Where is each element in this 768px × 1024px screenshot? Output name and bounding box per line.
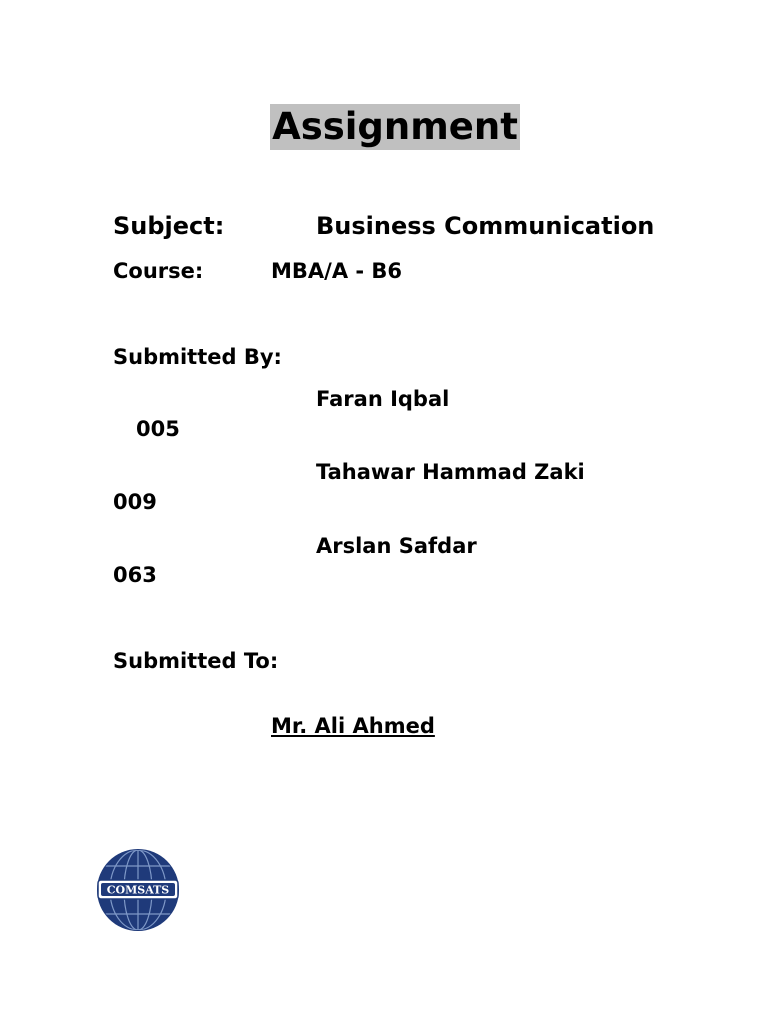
student-name: Tahawar Hammad Zaki (316, 460, 585, 484)
page-title: Assignment (270, 104, 520, 150)
supervisor-name: Mr. Ali Ahmed (271, 714, 435, 738)
subject-label: Subject: (113, 212, 225, 240)
comsats-logo (96, 848, 180, 932)
subject-value: Business Communication (316, 212, 655, 240)
student-roll: 005 (136, 417, 180, 441)
student-name: Faran Iqbal (316, 387, 450, 411)
student-name: Arslan Safdar (316, 534, 477, 558)
submitted-by-label: Submitted By: (113, 345, 282, 369)
course-value: MBA/A - B6 (271, 259, 403, 283)
student-roll: 009 (113, 490, 157, 514)
logo-text: COMSATS (106, 883, 170, 897)
submitted-to-label: Submitted To: (113, 649, 279, 673)
course-label: Course: (113, 259, 204, 283)
student-roll: 063 (113, 563, 157, 587)
